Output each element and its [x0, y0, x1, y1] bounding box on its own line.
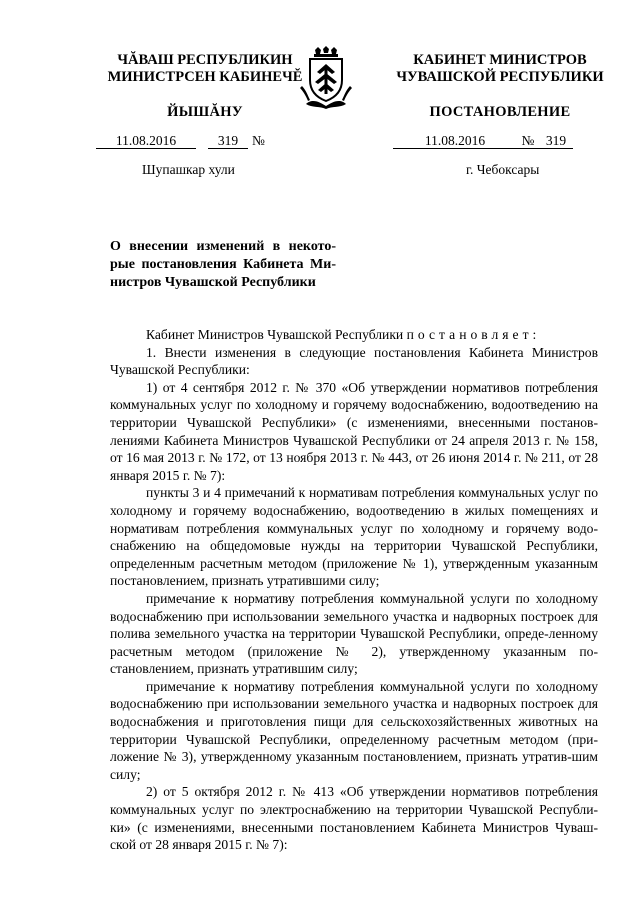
preamble [110, 326, 598, 344]
paragraph: примечание к нормативу потребления коммунальной услуги по холодному водоснабжению при использовании земельного участка и надворных построек для водоснабжения и приготовления пищи для сельскохозяйственных животных на территории Чувашской Республики, определенному расчетным методом (при-ложение № 3), утвержденному указанным постановлением, признать утратив-шим силу; [110, 678, 598, 782]
preamble-text: Кабинет Министров Чувашской Республики [146, 327, 407, 342]
header-left-block [90, 52, 320, 121]
header-right-block [385, 52, 615, 121]
header-left-line1: ЧĂВАШ РЕСПУБЛИКИН [117, 52, 293, 68]
paragraph: 2) от 5 октября 2012 г. № 413 «Об утверждении нормативов потребления коммунальных услуг по электроснабжению на территории Чувашской Республи-ки» (с изменениями, внесенными постановлением Кабинета Министров Чуваш-ской от 28 января 2015 г. № 7): [110, 784, 598, 853]
place-right: г. Чебоксары [466, 162, 540, 177]
date-number-left [96, 133, 265, 149]
number-sign-left: № [252, 133, 265, 148]
date-right: 11.08.2016 [393, 134, 517, 149]
date-number-right [393, 133, 573, 149]
number-right: 319 [539, 134, 573, 149]
header-right-title: ПОСТАНОВЛЕНИЕ [429, 104, 571, 120]
header-left-title: ЙЫШĂНУ [167, 104, 243, 120]
document-subject: О внесении изменений в некото-рые постановления Кабинета Ми-нистров Чувашской Республики [110, 239, 336, 290]
header-right-line1: КАБИНЕТ МИНИСТРОВ [413, 52, 587, 68]
document-body [110, 326, 598, 854]
place-left: Шупашкар хули [142, 162, 235, 177]
header-left-line2: МИНИСТРСЕН КАБИНЕЧĔ [107, 69, 303, 85]
number-left: 319 [208, 134, 248, 149]
paragraph: примечание к нормативу потребления коммунальной услуги по холодному водоснабжению при использовании земельного участка и надворных построек для полива земельного участка на территории Чувашской Республики, опреде-ленному расчетным методом (приложение № 2), утвержденному указанным по-становлением, признать утратившим силу; [110, 590, 598, 677]
preamble-keyword: постановляет: [406, 327, 541, 342]
date-left: 11.08.2016 [96, 134, 196, 149]
paragraph: 1. Внести изменения в следующие постановления Кабинета Министров Чувашской Республики: [110, 344, 598, 378]
coat-of-arms-icon [300, 46, 352, 110]
number-sign-right: № [517, 134, 539, 149]
paragraph: пункты 3 и 4 примечаний к нормативам потребления коммунальных услуг по холодному и горячему водоснабжению, водоотведению в жилых помещениях и нормативам потребления коммунальных услуг по холодному и горячему водо-снабжению на общедомовые нужды на территории Чувашской Республики, определенным расчетным методом (приложение № 1), утвержденным указанным постановлением, признать утратившими силу; [110, 485, 598, 589]
header-right-line2: ЧУВАШСКОЙ РЕСПУБЛИКИ [396, 69, 604, 85]
paragraph: 1) от 4 сентября 2012 г. № 370 «Об утверждении нормативов потребления коммунальных услуг по холодному и горячему водоснабжению, водоотведению на территории Чувашской Республики» (с изменениями, внесенными постанов-лениями Кабинета Министров Чувашской Республики от 24 апреля 2013 г. № 158, от 16 мая 2013 г. № 172, от 13 ноября 2013 г. № 443, от 26 июня 2014 г. № 211, от 28 января 2015 г. № 7): [110, 379, 598, 483]
